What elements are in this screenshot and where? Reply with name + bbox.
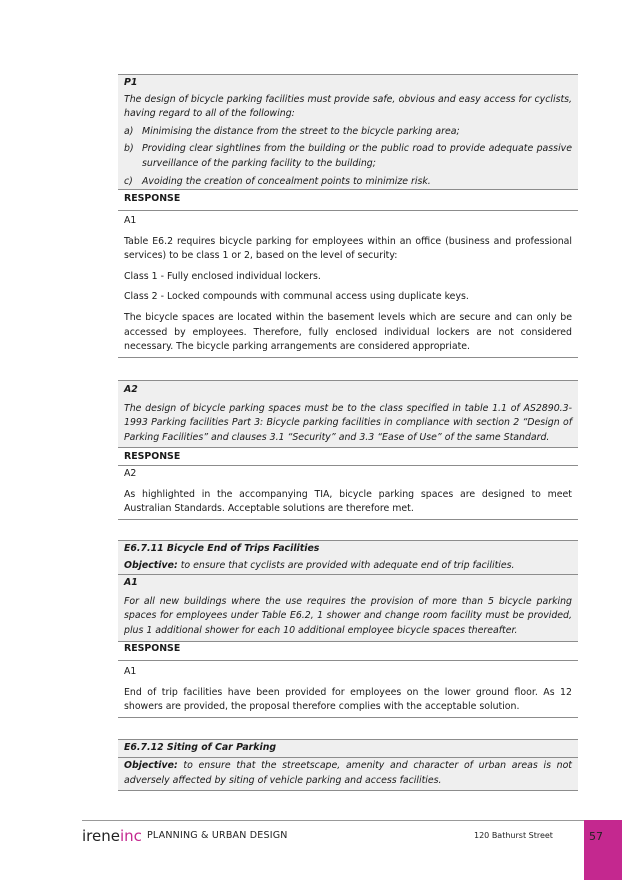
response-code: A1 — [124, 215, 137, 226]
response-label: RESPONSE — [124, 451, 181, 462]
e6711-response — [118, 665, 578, 718]
a2-response — [118, 467, 578, 520]
objective-text — [118, 558, 578, 574]
response-paragraph: Class 1 - Fully enclosed individual lockers. — [124, 270, 321, 282]
objective-label: Objective: — [124, 560, 178, 571]
e6711-title-bar — [118, 540, 578, 559]
response-label: RESPONSE — [124, 193, 181, 204]
list-text: Avoiding the creation of concealment points to minimize risk. — [142, 175, 431, 187]
footer-address: 120 Bathurst Street — [474, 831, 553, 840]
response-label: RESPONSE — [124, 643, 181, 654]
page-number: 57 — [589, 830, 603, 843]
a2-response-bar — [118, 449, 578, 466]
objective-label: Objective: — [124, 760, 178, 771]
a1-heading: A1 — [124, 577, 138, 588]
p1-criteria-box — [118, 74, 578, 190]
list-item — [118, 175, 572, 190]
p1-list — [118, 122, 578, 190]
list-item — [118, 125, 572, 140]
logo-text-a: irene — [82, 827, 120, 845]
section-title: E6.7.11 Bicycle End of Trips Facilities — [124, 543, 320, 554]
response-paragraph: End of trip facilities have been provided for employees on the lower ground floor. As 12 showers are provided, the proposal therefore complies with the acceptable solution. — [124, 686, 572, 713]
e6711-response-bar — [118, 640, 578, 661]
objective-text — [118, 758, 578, 790]
footer-rule — [82, 820, 584, 821]
objective-body: to ensure that the streetscape, amenity and character of urban areas is not adversely affected by siting of vehicle parking and access facilities. — [124, 760, 572, 786]
firm-name: PLANNING & URBAN DESIGN — [147, 830, 288, 841]
page-footer — [0, 812, 622, 880]
response-paragraph: Class 2 - Locked compounds with communal access using duplicate keys. — [124, 291, 469, 303]
e6712-title-bar — [118, 739, 578, 758]
list-text: Providing clear sightlines from the building or the public road to provide adequate passive surveillance of the parking facility to the building; — [142, 143, 572, 169]
response-paragraph: Table E6.2 requires bicycle parking for employees within an office (business and professional services) to be class 1 or 2, based on the level of security: — [124, 235, 572, 262]
p1-response — [118, 214, 578, 358]
e6711-objective — [118, 558, 578, 575]
p1-heading: P1 — [124, 77, 138, 88]
p1-intro: The design of bicycle parking facilities must provide safe, obvious and easy access for cyclists, having regard to all of the following: — [124, 93, 572, 120]
page-number-tab — [584, 820, 622, 880]
response-code: A2 — [124, 468, 137, 479]
section-title: E6.7.12 Siting of Car Parking — [124, 742, 277, 753]
list-marker: c) — [124, 175, 133, 187]
a1-text: For all new buildings where the use requires the provision of more than 5 bicycle parking spaces for employees under Table E6.2, 1 shower and change room facility must be provided, plus 1 additional shower for each 10 additional employee bicycle spaces thereafter. — [124, 595, 572, 636]
p1-response-bar — [118, 189, 578, 211]
e6711-a1-box — [118, 575, 578, 642]
e6712-objective — [118, 758, 578, 791]
logo-text-b: inc — [119, 827, 142, 845]
response-paragraph: As highlighted in the accompanying TIA, bicycle parking spaces are designed to meet Australian Standards. Acceptable solutions are therefore met. — [124, 488, 572, 515]
list-marker: a) — [124, 125, 134, 137]
response-paragraph: The bicycle spaces are located within the basement levels which are secure and can only be accessed by employees. Therefore, fully enclosed individual lockers are not considered necessary. The bicycle parking arrangements are considered appropriate. — [124, 311, 572, 353]
response-code: A1 — [124, 666, 137, 677]
list-item — [118, 142, 572, 171]
list-marker: b) — [124, 143, 134, 155]
list-text: Minimising the distance from the street to the bicycle parking area; — [142, 125, 460, 137]
a2-heading: A2 — [124, 384, 138, 395]
brand-logo — [82, 826, 142, 846]
a2-criteria-box — [118, 380, 578, 448]
a2-text: The design of bicycle parking spaces must be to the class specified in table 1.1 of AS2890.3-1993 Parking facilities Part 3: Bicycle parking facilities in compliance with section 2 “Design of Parking Facilities” and clauses 3.1 “Security” and 3.3 “Ease of Use” of the same Standard. — [124, 402, 572, 443]
objective-body: to ensure that cyclists are provided with adequate end of trip facilities. — [177, 560, 515, 571]
